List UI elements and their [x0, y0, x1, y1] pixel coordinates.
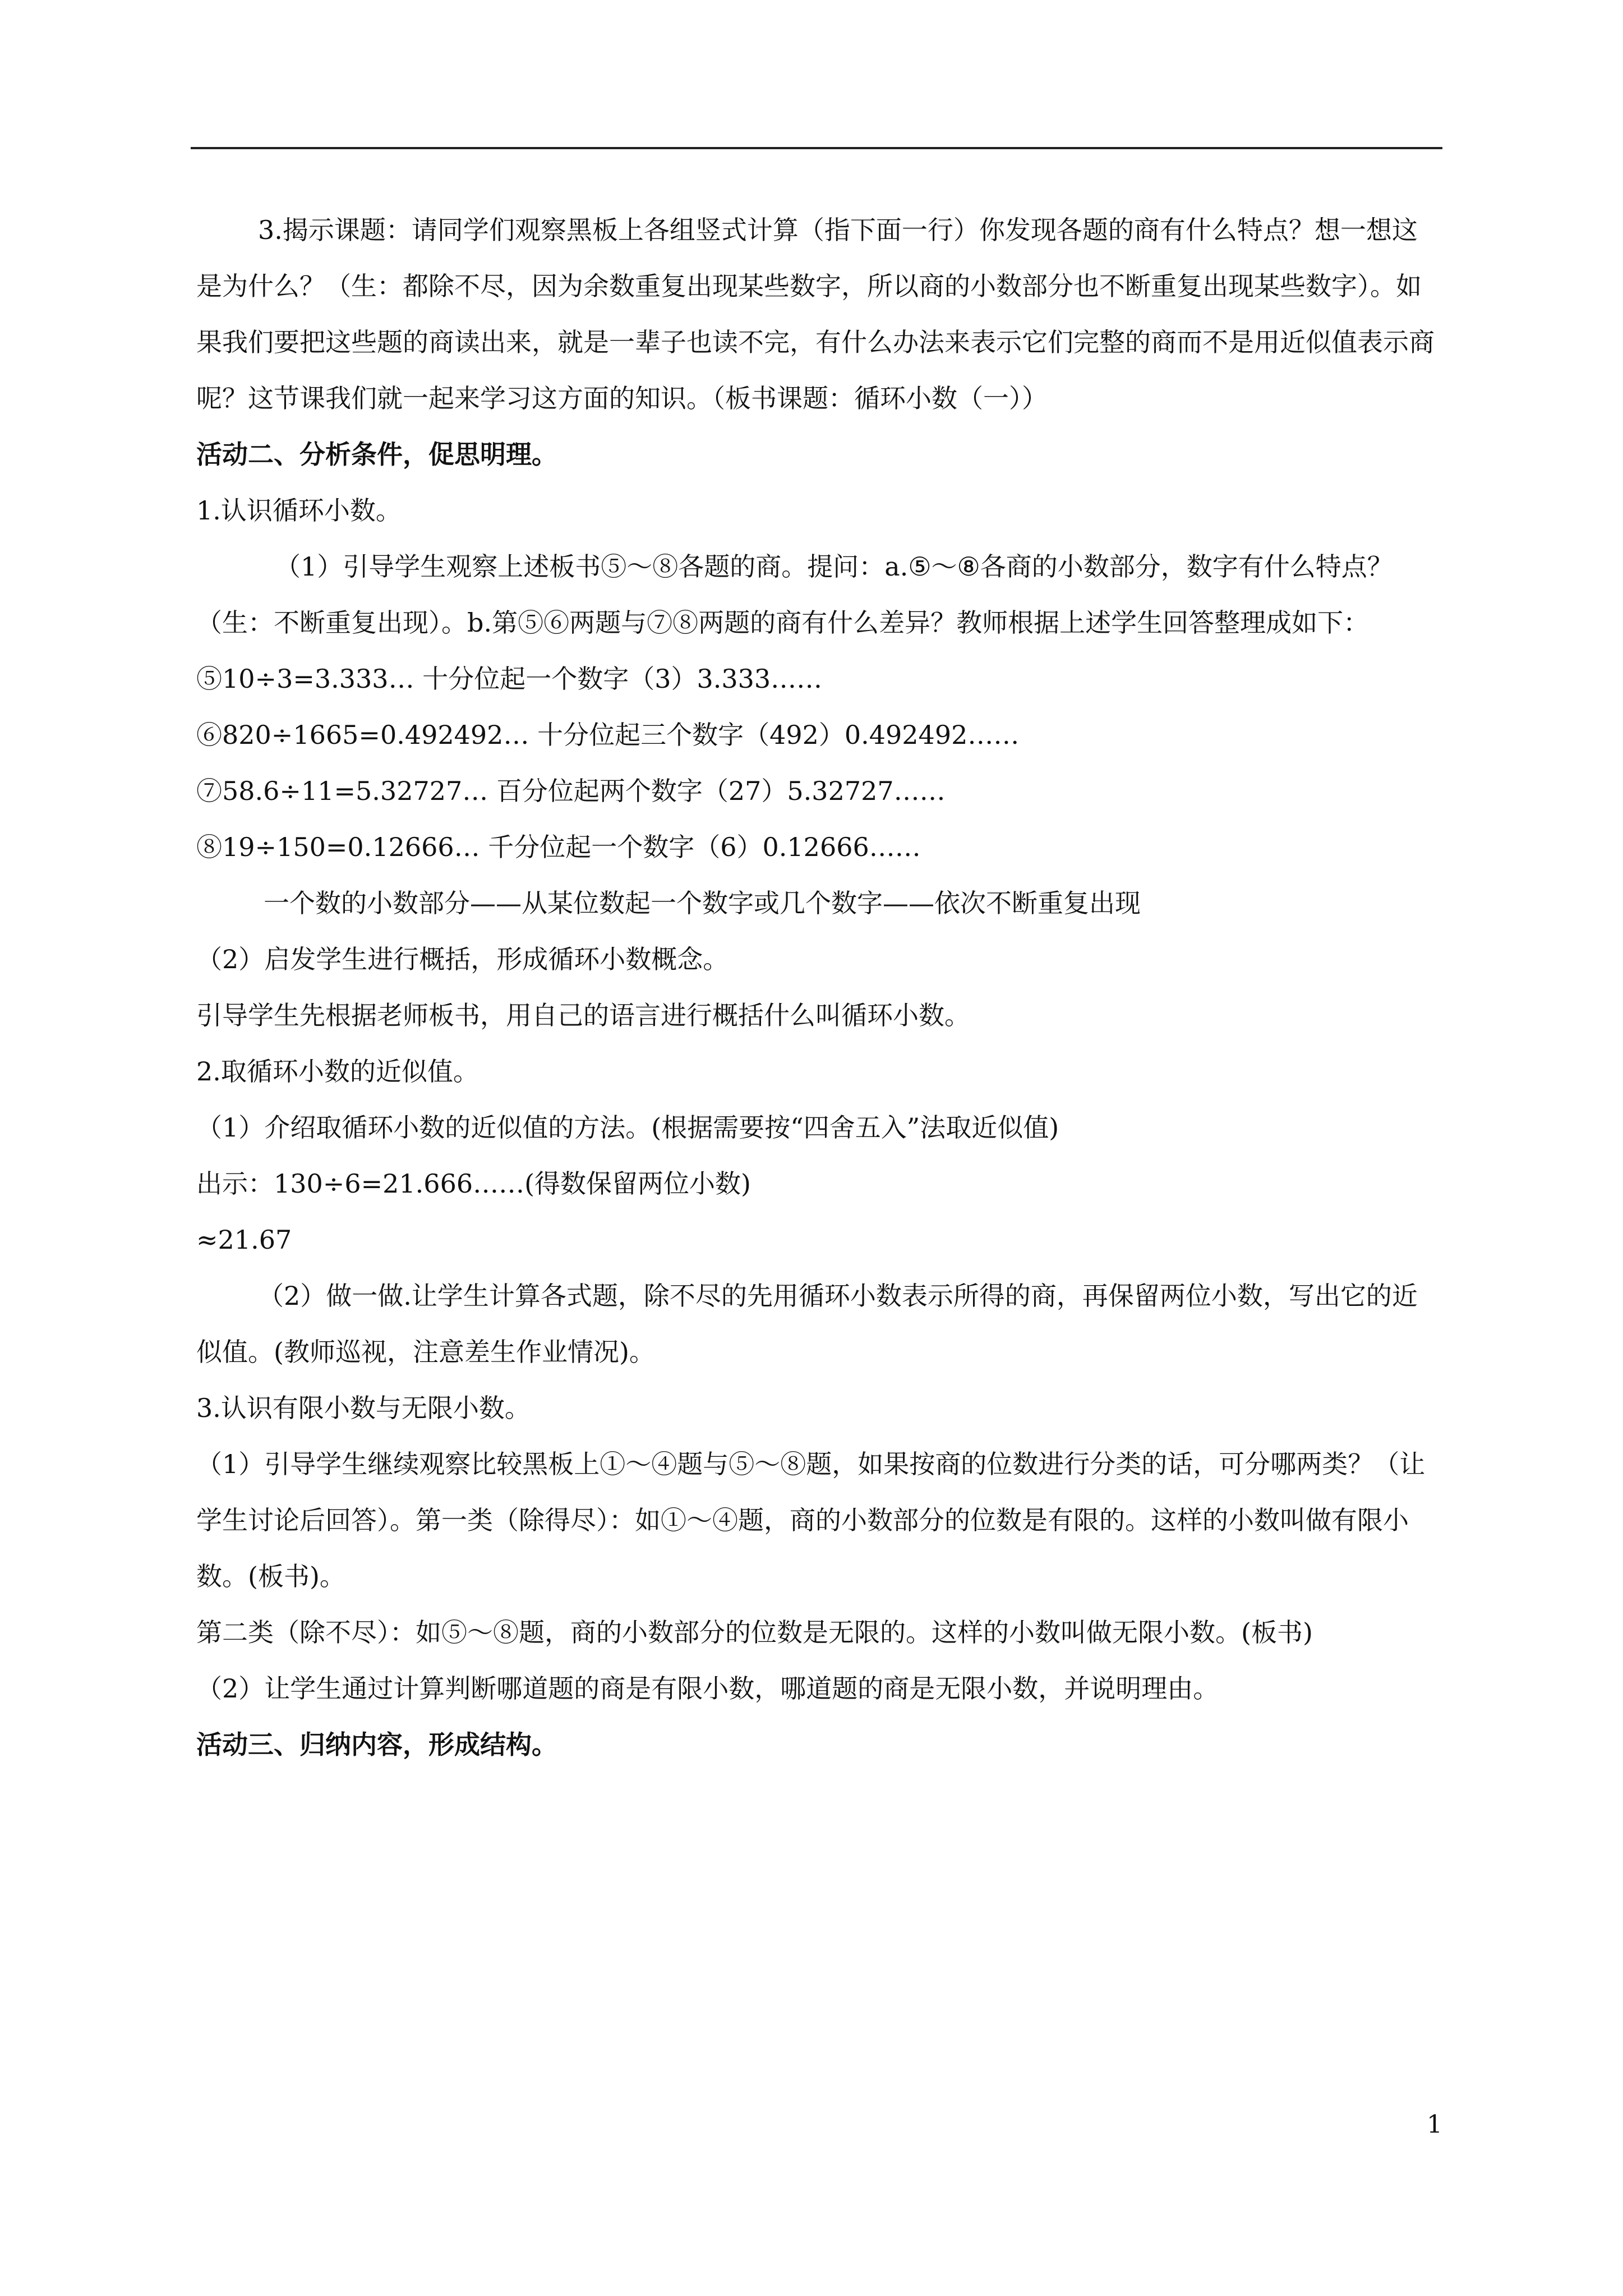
- subheading-recognize-recurring: 1.认识循环小数。: [196, 495, 402, 526]
- subheading-finite-infinite: 3.认识有限小数与无限小数。: [196, 1393, 531, 1423]
- paragraph-second-type: 第二类（除不尽）：如⑤～⑧题，商的小数部分的位数是无限的。这样的小数叫做无限小数。(板书): [196, 1617, 1313, 1648]
- summary-line: 一个数的小数部分——从某位数起一个数字或几个数字——依次不断重复出现: [264, 888, 1141, 918]
- paragraph-classify: （1）引导学生继续观察比较黑板上①～④题与⑤～⑧题，如果按商的位数进行分类的话，可分哪两类？（让学生讨论后回答）。第一类（除得尽）：如①～④题，商的小数部分的位数是有限的。这样的小数叫做有限小数。(板书)。: [196, 1449, 1426, 1591]
- paragraph-judge: （2）让学生通过计算判断哪道题的商是有限小数，哪道题的商是无限小数，并说明理由。: [196, 1673, 1219, 1704]
- paragraph-introduce-method: （1）介绍取循环小数的近似值的方法。(根据需要按“四舍五入”法取近似值): [196, 1112, 1059, 1143]
- equation-6: ⑥820÷1665=0.492492… 十分位起三个数字（492）0.492492……: [196, 720, 1020, 750]
- paragraph-inspire-summarize: （2）启发学生进行概括，形成循环小数概念。: [196, 944, 729, 974]
- equation-7: ⑦58.6÷11=5.32727… 百分位起两个数字（27）5.32727……: [196, 776, 946, 806]
- heading-activity-three: 活动三、归纳内容，形成结构。: [196, 1729, 557, 1760]
- paragraph-reveal-topic: 3.揭示课题：请同学们观察黑板上各组竖式计算（指下面一行）你发现各题的商有什么特点？想一想这是为什么？（生：都除不尽，因为余数重复出现某些数字，所以商的小数部分也不断重复出现某些数字）。如果我们要把这些题的商读出来，就是一辈子也读不完，有什么办法来表示它们完整的商而不是用近似值表示商呢？这节课我们就一起来学习这方面的知识。（板书课题：循环小数（一））: [196, 215, 1435, 413]
- paragraph-example: 出示：130÷6=21.666……(得数保留两位小数): [196, 1168, 751, 1199]
- equation-8: ⑧19÷150=0.12666… 千分位起一个数字（6）0.12666……: [196, 832, 921, 862]
- equation-5: ⑤10÷3=3.333… 十分位起一个数字（3）3.333……: [196, 664, 823, 694]
- subheading-approximate-value: 2.取循环小数的近似值。: [196, 1056, 479, 1087]
- document-body: [196, 202, 1442, 1773]
- paragraph-do-it: （2）做一做.让学生计算各式题，除不尽的先用循环小数表示所得的商，再保留两位小数，写出它的近似值。(教师巡视，注意差生作业情况)。: [196, 1281, 1418, 1367]
- header-rule: [191, 147, 1442, 149]
- paragraph-guide-own-words: 引导学生先根据老师板书，用自己的语言进行概括什么叫循环小数。: [196, 1000, 970, 1030]
- approximation-result: ≈21.67: [196, 1225, 292, 1255]
- paragraph-guide-observe: （1）引导学生观察上述板书⑤～⑧各题的商。提问：a.⑤～⑧各商的小数部分，数字有什么特点？（生：不断重复出现）。b.第⑤⑥两题与⑦⑧两题的商有什么差异？教师根据上述学生回答整理成如下：: [196, 551, 1393, 638]
- page-number: 1: [1427, 2110, 1442, 2139]
- heading-activity-two: 活动二、分析条件，促思明理。: [196, 439, 557, 470]
